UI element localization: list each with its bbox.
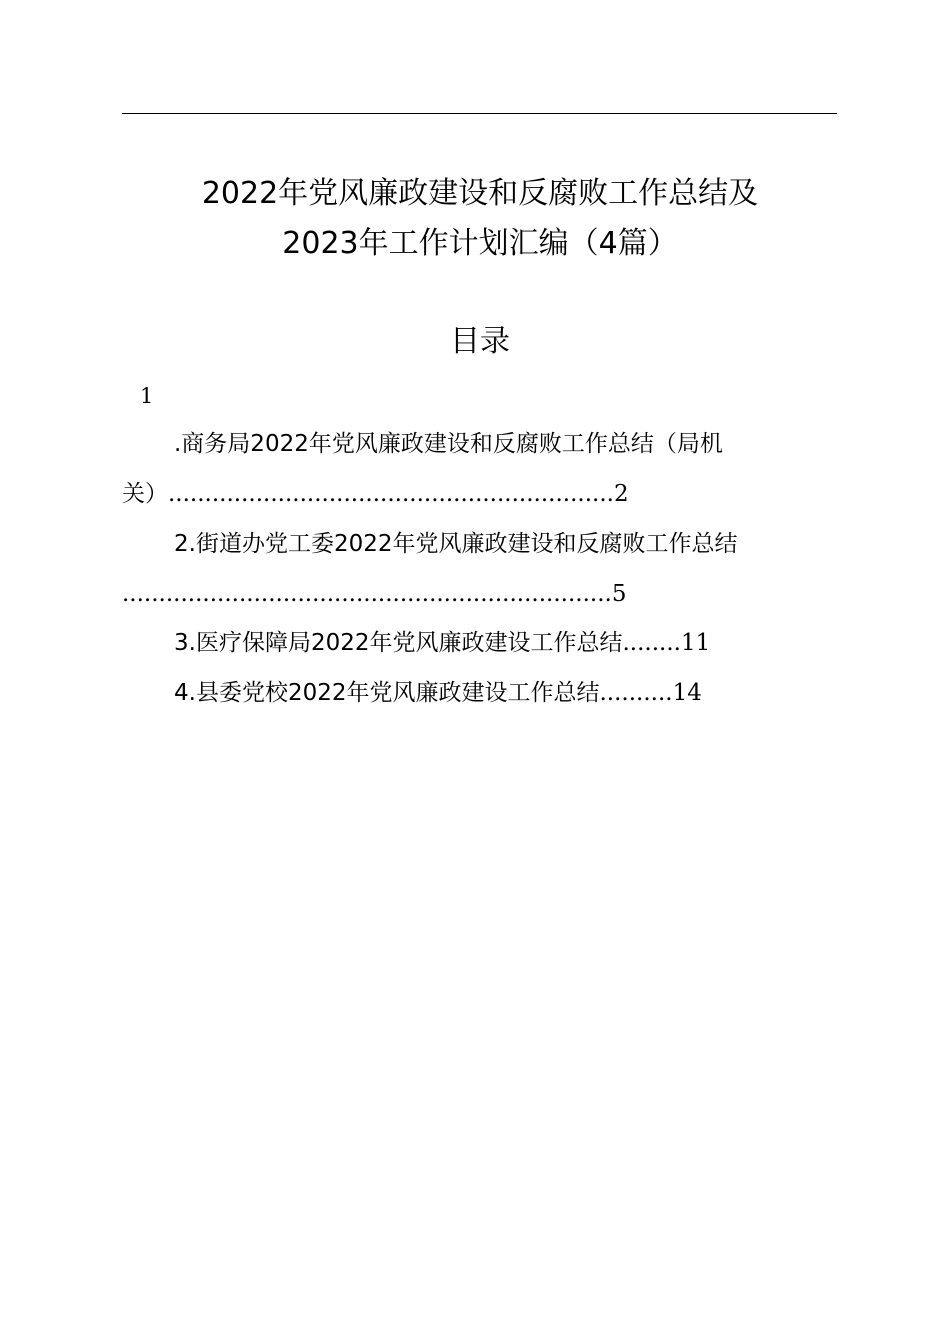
- toc-item-1-leader: .............................................................: [168, 481, 614, 507]
- toc-item-1-text-cont: 关）: [122, 481, 168, 507]
- toc-item-4[interactable]: [174, 677, 702, 709]
- toc-item-1-continuation[interactable]: [122, 478, 629, 510]
- toc-item-1-number[interactable]: 1: [140, 384, 154, 408]
- toc-item-3-leader: ........: [622, 630, 681, 656]
- toc-item-3-text: 3.医疗保障局2022年党风廉政建设工作总结: [174, 630, 623, 656]
- toc-item-4-leader: ..........: [599, 680, 673, 706]
- toc-item-2-text[interactable]: 2.街道办党工委2022年党风廉政建设和反腐败工作总结: [174, 531, 738, 557]
- document-title-line-2: 2023年工作计划汇编（4篇）: [282, 226, 678, 261]
- toc-heading: 目录: [450, 324, 510, 359]
- toc-item-4-text: 4.县委党校2022年党风廉政建设工作总结: [174, 680, 600, 706]
- toc-item-4-page: 14: [672, 680, 702, 706]
- toc-item-1-page: 2: [613, 481, 629, 507]
- toc-item-3[interactable]: [174, 627, 710, 659]
- document-title-line-1: 2022年党风廉政建设和反腐败工作总结及: [201, 176, 759, 211]
- header-rule: [122, 113, 837, 114]
- toc-item-3-page: 11: [680, 630, 711, 656]
- toc-item-2-page: 5: [611, 581, 627, 607]
- toc-item-2-leader: ...................................................................: [122, 581, 612, 607]
- toc-item-2-continuation[interactable]: [122, 578, 626, 610]
- toc-item-1-text[interactable]: .商务局2022年党风廉政建设和反腐败工作总结（局机: [174, 431, 723, 457]
